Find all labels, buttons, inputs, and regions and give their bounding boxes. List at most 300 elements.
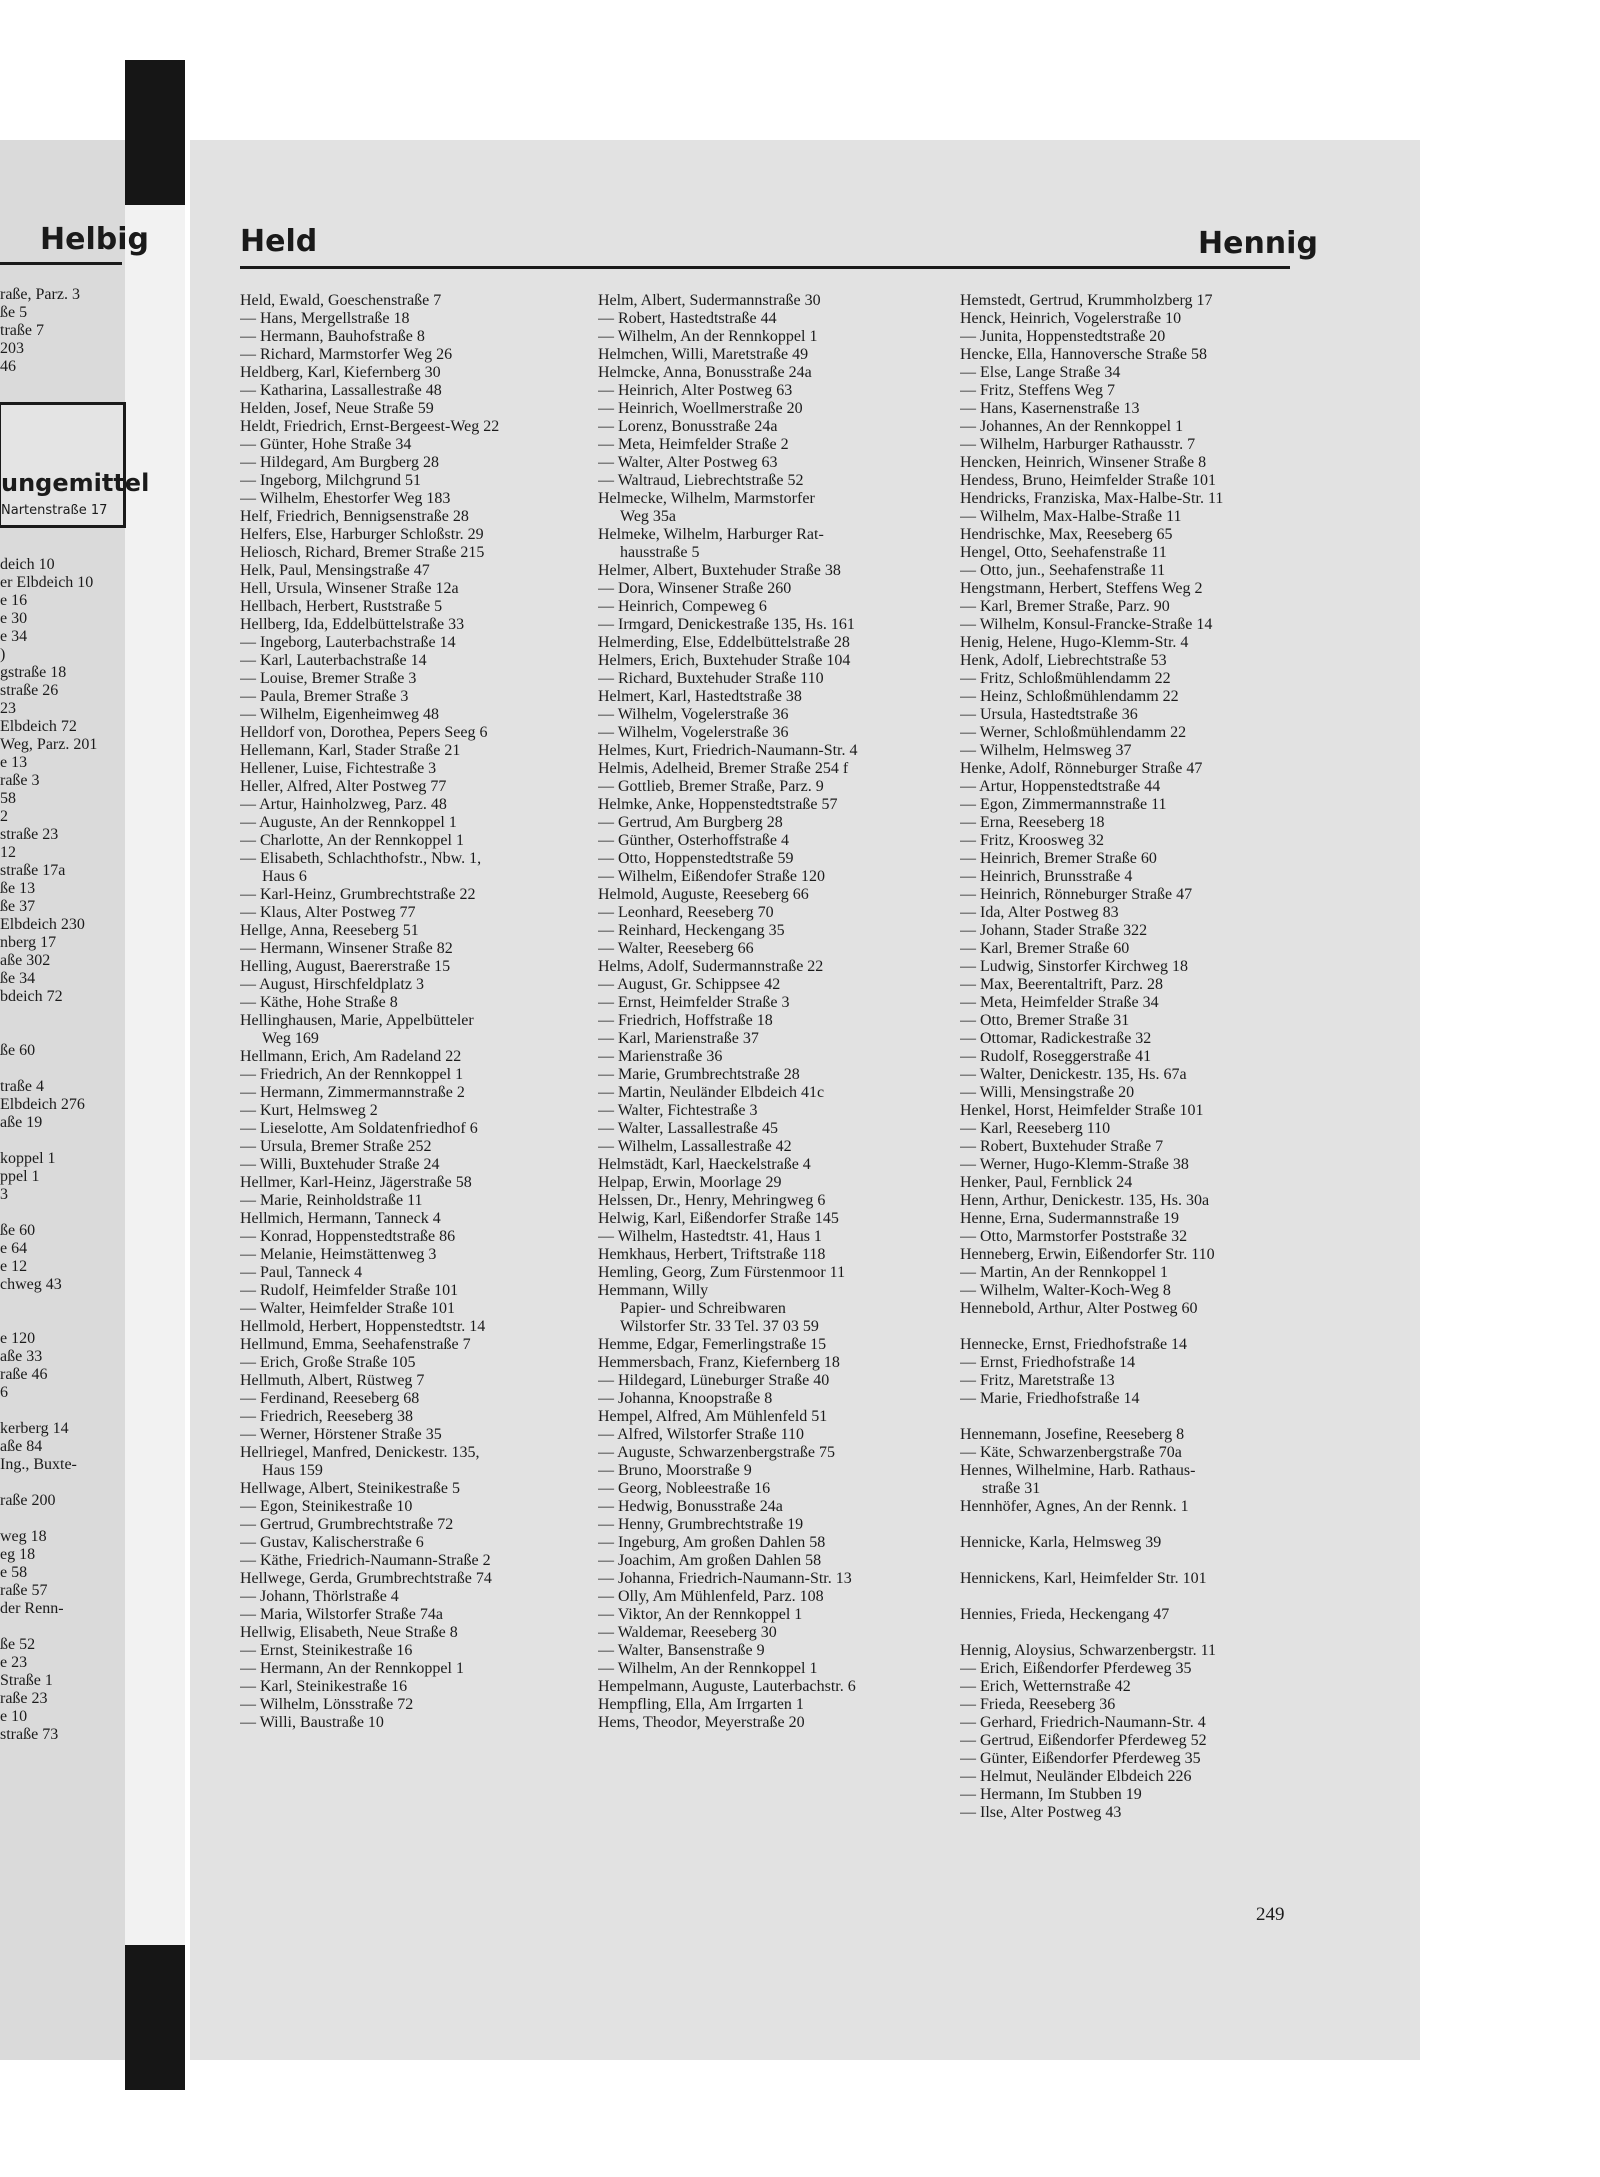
directory-entry: — Else, Lange Straße 34 <box>960 364 1121 381</box>
directory-entry: Hennicke, Karla, Helmsweg 39 <box>960 1534 1162 1551</box>
directory-entry: — Henny, Grumbrechtstraße 19 <box>598 1516 804 1533</box>
left-page-entry-fragment: e 16 <box>0 592 28 609</box>
directory-entry: Hennebold, Arthur, Alter Postweg 60 <box>960 1300 1198 1317</box>
left-page-entry-fragment: er Elbdeich 10 <box>0 574 94 591</box>
left-page-entry-fragment: koppel 1 <box>0 1150 56 1167</box>
directory-entry: — Friedrich, Hoffstraße 18 <box>598 1012 773 1029</box>
directory-entry: — Johann, Stader Straße 322 <box>960 922 1148 939</box>
directory-entry: — Maria, Wilstorfer Straße 74a <box>240 1606 443 1623</box>
directory-entry: — Wilhelm, Helmsweg 37 <box>960 742 1132 759</box>
directory-entry: Helling, August, Baererstraße 15 <box>240 958 451 975</box>
directory-entry: Helmert, Karl, Hastedtstraße 38 <box>598 688 802 705</box>
left-page-entry-fragment: ) <box>0 646 6 663</box>
directory-entry: — Johanna, Friedrich-Naumann-Str. 13 <box>598 1570 852 1587</box>
directory-entry: — Meta, Heimfelder Straße 34 <box>960 994 1159 1011</box>
directory-entry: Hellberg, Ida, Eddelbüttelstraße 33 <box>240 616 465 633</box>
directory-entry: — Ottomar, Radickestraße 32 <box>960 1030 1152 1047</box>
directory-entry: — Gerhard, Friedrich-Naumann-Str. 4 <box>960 1714 1206 1731</box>
directory-entry: Hellmund, Emma, Seehafenstraße 7 <box>240 1336 471 1353</box>
left-page-entry-fragment: aße 84 <box>0 1438 43 1455</box>
left-page-entry-fragment: e 12 <box>0 1258 28 1275</box>
directory-entry: — Max, Beerentaltrift, Parz. 28 <box>960 976 1164 993</box>
directory-entry: — Johanna, Knoopstraße 8 <box>598 1390 773 1407</box>
left-page-entry-fragment: e 120 <box>0 1330 36 1347</box>
directory-entry: — Wilhelm, An der Rennkoppel 1 <box>598 1660 818 1677</box>
left-page-entry-fragment: 6 <box>0 1384 8 1401</box>
directory-entry: — Wilhelm, Eigenheimweg 48 <box>240 706 440 723</box>
left-page-entry-fragment: Elbdeich 72 <box>0 718 77 735</box>
directory-entry: — Günter, Eißendorfer Pferdeweg 35 <box>960 1750 1201 1767</box>
left-page-entry-fragment <box>0 1024 180 1042</box>
directory-entry: — Wilhelm, Eißendofer Straße 120 <box>598 868 826 885</box>
left-page-entry-fragment <box>0 1312 180 1330</box>
left-page-entry-fragment: 12 <box>0 844 16 861</box>
directory-entry: Helldorf von, Dorothea, Pepers Seeg 6 <box>240 724 488 741</box>
directory-entry: — Ursula, Bremer Straße 252 <box>240 1138 432 1155</box>
left-page-entry-fragment <box>0 1618 180 1636</box>
directory-entry <box>960 1588 1300 1606</box>
left-page-entry-fragment: 2 <box>0 808 8 825</box>
left-page-entry-fragment: e 23 <box>0 1654 28 1671</box>
directory-entry: — Heinrich, Woellmerstraße 20 <box>598 400 803 417</box>
directory-entry: — Karl, Steinikestraße 16 <box>240 1678 408 1695</box>
left-page-entry-fragment: e 64 <box>0 1240 28 1257</box>
directory-entry: — Otto, Hoppenstedtstraße 59 <box>598 850 794 867</box>
directory-entry: — Walter, Reeseberg 66 <box>598 940 754 957</box>
directory-entry: Helmecke, Wilhelm, Marmstorfer <box>598 490 815 507</box>
directory-entry: Heldberg, Karl, Kiefernberg 30 <box>240 364 441 381</box>
directory-entry: — Otto, Marmstorfer Poststraße 32 <box>960 1228 1188 1245</box>
directory-entry: Hendess, Bruno, Heimfelder Straße 101 <box>960 472 1216 489</box>
directory-entry: hausstraße 5 <box>620 544 700 561</box>
directory-entry: — Marienstraße 36 <box>598 1048 723 1065</box>
directory-entry: Helmis, Adelheid, Bremer Straße 254 f <box>598 760 849 777</box>
directory-entry: — Karl, Reeseberg 110 <box>960 1120 1111 1137</box>
directory-entry: — Wilhelm, Lassallestraße 42 <box>598 1138 792 1155</box>
directory-entry: — Otto, Bremer Straße 31 <box>960 1012 1130 1029</box>
directory-entry: — Marie, Reinholdstraße 11 <box>240 1192 423 1209</box>
directory-entry: — Walter, Alter Postweg 63 <box>598 454 778 471</box>
directory-entry: Henke, Adolf, Rönneburger Straße 47 <box>960 760 1203 777</box>
left-page-entry-fragment: chweg 43 <box>0 1276 62 1293</box>
directory-entry: — Heinrich, Rönneburger Straße 47 <box>960 886 1193 903</box>
directory-entry: — August, Gr. Schippsee 42 <box>598 976 781 993</box>
directory-entry: Heliosch, Richard, Bremer Straße 215 <box>240 544 485 561</box>
directory-entry: Henk, Adolf, Liebrechtstraße 53 <box>960 652 1167 669</box>
directory-entry: Hemmersbach, Franz, Kiefernberg 18 <box>598 1354 840 1371</box>
directory-entry: Helmold, Auguste, Reeseberg 66 <box>598 886 809 903</box>
directory-entry: — Lorenz, Bonusstraße 24a <box>598 418 778 435</box>
directory-entry: — Karl, Marienstraße 37 <box>598 1030 759 1047</box>
directory-entry: — Walter, Denickestr. 135, Hs. 67a <box>960 1066 1187 1083</box>
directory-entry: — Karl, Bremer Straße 60 <box>960 940 1130 957</box>
directory-entry: — Fritz, Kroosweg 32 <box>960 832 1104 849</box>
directory-entry: — Fritz, Maretstraße 13 <box>960 1372 1115 1389</box>
directory-entry: — Willi, Baustraße 10 <box>240 1714 384 1731</box>
directory-entry: — Bruno, Moorstraße 9 <box>598 1462 752 1479</box>
directory-entry: — Käte, Schwarzenbergstraße 70a <box>960 1444 1182 1461</box>
directory-entry: Hengel, Otto, Seehafenstraße 11 <box>960 544 1167 561</box>
directory-entry: Helssen, Dr., Henry, Mehringweg 6 <box>598 1192 826 1209</box>
directory-entry: — Fritz, Schloßmühlendamm 22 <box>960 670 1171 687</box>
directory-entry: Henkel, Horst, Heimfelder Straße 101 <box>960 1102 1204 1119</box>
left-page-entry-fragment: nberg 17 <box>0 934 57 951</box>
left-page-entry-fragment: Elbdeich 230 <box>0 916 85 933</box>
directory-entry: Helk, Paul, Mensingstraße 47 <box>240 562 430 579</box>
left-page-entry-fragment: raße, Parz. 3 <box>0 286 80 303</box>
directory-entry: — August, Hirschfeldplatz 3 <box>240 976 424 993</box>
directory-entry: — Wilhelm, Vogelerstraße 36 <box>598 706 789 723</box>
left-page-entry-fragment: raße 57 <box>0 1582 48 1599</box>
directory-entry: — Olly, Am Mühlenfeld, Parz. 108 <box>598 1588 824 1605</box>
directory-entry: Weg 35a <box>620 508 677 525</box>
directory-entry: Helms, Adolf, Sudermannstraße 22 <box>598 958 824 975</box>
directory-entry: — Ida, Alter Postweg 83 <box>960 904 1119 921</box>
left-page-entry-fragment: ße 60 <box>0 1222 36 1239</box>
directory-entry: Hellmich, Hermann, Tanneck 4 <box>240 1210 441 1227</box>
left-page-ad-box <box>0 402 150 528</box>
directory-entry: Hempelmann, Auguste, Lauterbachstr. 6 <box>598 1678 856 1695</box>
left-page-entry-fragment <box>0 1204 180 1222</box>
directory-entry: — Martin, An der Rennkoppel 1 <box>960 1264 1168 1281</box>
left-page-entry-fragment: e 34 <box>0 628 28 645</box>
directory-entry: Wilstorfer Str. 33 Tel. 37 03 59 <box>620 1318 819 1335</box>
directory-entry: Helmes, Kurt, Friedrich-Naumann-Str. 4 <box>598 742 858 759</box>
directory-entry: — Heinrich, Bremer Straße 60 <box>960 850 1157 867</box>
directory-entry: — Walter, Heimfelder Straße 101 <box>240 1300 456 1317</box>
directory-entry: Hennecke, Ernst, Friedhofstraße 14 <box>960 1336 1188 1353</box>
left-page-entry-fragment: ße 13 <box>0 880 36 897</box>
directory-entry: Haus 159 <box>262 1462 323 1479</box>
left-page-entry-fragment <box>0 1474 180 1492</box>
directory-entry: — Ernst, Friedhofstraße 14 <box>960 1354 1136 1371</box>
directory-entry: — Meta, Heimfelder Straße 2 <box>598 436 789 453</box>
left-page-header-rule <box>0 262 122 265</box>
directory-entry <box>960 1408 1300 1426</box>
directory-entry: — Wilhelm, Harburger Rathausstr. 7 <box>960 436 1196 453</box>
directory-entry: — Johann, Thörlstraße 4 <box>240 1588 399 1605</box>
directory-entry: — Artur, Hainholzweg, Parz. 48 <box>240 796 447 813</box>
left-page-entry-fragment: 3 <box>0 1186 8 1203</box>
directory-entry: — Auguste, An der Rennkoppel 1 <box>240 814 457 831</box>
left-page-entry-fragment: Elbdeich 276 <box>0 1096 85 1113</box>
directory-entry: — Ingeborg, Milchgrund 51 <box>240 472 422 489</box>
left-page-header: Helbig <box>40 222 149 257</box>
left-page-entry-fragment: raße 200 <box>0 1492 56 1509</box>
left-page-entry-fragment: straße 26 <box>0 682 59 699</box>
directory-entry: — Willi, Mensingstraße 20 <box>960 1084 1135 1101</box>
left-page-entry-fragment: kerberg 14 <box>0 1420 69 1437</box>
left-page-entry-fragment <box>0 1006 180 1024</box>
directory-entry: — Ludwig, Sinstorfer Kirchweg 18 <box>960 958 1188 975</box>
left-page-entries-bottom <box>0 556 180 1744</box>
directory-entry: — Ernst, Heimfelder Straße 3 <box>598 994 790 1011</box>
directory-entry: Hellemann, Karl, Stader Straße 21 <box>240 742 461 759</box>
left-page-entry-fragment: straße 17a <box>0 862 66 879</box>
directory-entry: — Kurt, Helmsweg 2 <box>240 1102 378 1119</box>
directory-entry: — Waldemar, Reeseberg 30 <box>598 1624 777 1641</box>
directory-entry: — Hedwig, Bonusstraße 24a <box>598 1498 783 1515</box>
directory-entry: — Heinz, Schloßmühlendamm 22 <box>960 688 1179 705</box>
left-page-entry-fragment: gstraße 18 <box>0 664 67 681</box>
directory-entry: Helmke, Anke, Hoppenstedtstraße 57 <box>598 796 838 813</box>
left-page-entry-fragment: ße 34 <box>0 970 36 987</box>
left-page-entry-fragment: deich 10 <box>0 556 55 573</box>
directory-entry: — Hildegard, Lüneburger Straße 40 <box>598 1372 830 1389</box>
directory-column-3 <box>960 292 1300 1822</box>
left-page-entry-fragment: ße 37 <box>0 898 36 915</box>
page-header-rule <box>240 266 1290 269</box>
directory-entry: — Georg, Nobleestraße 16 <box>598 1480 771 1497</box>
directory-entry: — Konrad, Hoppenstedtstraße 86 <box>240 1228 456 1245</box>
directory-entry: — Werner, Schloßmühlendamm 22 <box>960 724 1187 741</box>
directory-entry: — Paula, Bremer Straße 3 <box>240 688 409 705</box>
directory-entry: — Ingeborg, Lauterbachstraße 14 <box>240 634 456 651</box>
directory-entry: Hemstedt, Gertrud, Krummholzberg 17 <box>960 292 1213 309</box>
left-page-entry-fragment: weg 18 <box>0 1528 47 1545</box>
directory-entry: — Klaus, Alter Postweg 77 <box>240 904 416 921</box>
directory-entry: Weg 169 <box>262 1030 319 1047</box>
left-page-entry-fragment <box>0 1060 180 1078</box>
directory-entry: — Helmut, Neuländer Elbdeich 226 <box>960 1768 1192 1785</box>
left-page-entry-fragment: e 10 <box>0 1708 28 1725</box>
left-page-entry-fragment: raße 23 <box>0 1690 48 1707</box>
directory-entry: — Frieda, Reeseberg 36 <box>960 1696 1116 1713</box>
directory-entry: — Richard, Buxtehuder Straße 110 <box>598 670 824 687</box>
left-page-entry-fragment: e 58 <box>0 1564 28 1581</box>
directory-entry: — Günter, Hohe Straße 34 <box>240 436 412 453</box>
directory-entry: Hemme, Edgar, Femerlingstraße 15 <box>598 1336 827 1353</box>
directory-entry: Helf, Friedrich, Bennigsenstraße 28 <box>240 508 469 525</box>
directory-entry: — Werner, Hörstener Straße 35 <box>240 1426 442 1443</box>
directory-entry: — Artur, Hoppenstedtstraße 44 <box>960 778 1161 795</box>
directory-entry: — Ursula, Hastedtstraße 36 <box>960 706 1138 723</box>
directory-entry: — Rudolf, Roseggerstraße 41 <box>960 1048 1152 1065</box>
directory-entry: — Leonhard, Reeseberg 70 <box>598 904 774 921</box>
directory-entry: Henneberg, Erwin, Eißendorfer Str. 110 <box>960 1246 1215 1263</box>
directory-entry: — Gertrud, Grumbrechtstraße 72 <box>240 1516 454 1533</box>
directory-entry: — Marie, Grumbrechtstraße 28 <box>598 1066 800 1083</box>
directory-entry: — Louise, Bremer Straße 3 <box>240 670 417 687</box>
directory-entry: — Johannes, An der Rennkoppel 1 <box>960 418 1184 435</box>
directory-entry: — Wilhelm, Lönsstraße 72 <box>240 1696 414 1713</box>
left-page-entry-fragment <box>0 1294 180 1312</box>
directory-entry: — Walter, Lassallestraße 45 <box>598 1120 778 1137</box>
left-page-entry-fragment: e 13 <box>0 754 28 771</box>
left-page-entry-fragment: straße 23 <box>0 826 59 843</box>
directory-entry: Hellwege, Gerda, Grumbrechtstraße 74 <box>240 1570 492 1587</box>
directory-entry: Henne, Erna, Sudermannstraße 19 <box>960 1210 1180 1227</box>
directory-entry: — Martin, Neuländer Elbdeich 41c <box>598 1084 825 1101</box>
directory-entry: — Erich, Eißendorfer Pferdeweg 35 <box>960 1660 1192 1677</box>
directory-entry: — Richard, Marmstorfer Weg 26 <box>240 346 453 363</box>
left-page-entry-fragment: traße 7 <box>0 322 44 339</box>
directory-entry: — Willi, Buxtehuder Straße 24 <box>240 1156 440 1173</box>
directory-entry: — Dora, Winsener Straße 260 <box>598 580 792 597</box>
directory-entry: Hennhöfer, Agnes, An der Rennk. 1 <box>960 1498 1189 1515</box>
left-page-entry-fragment: ppel 1 <box>0 1168 40 1185</box>
directory-entry: Henck, Heinrich, Vogelerstraße 10 <box>960 310 1182 327</box>
directory-entry: Hempfling, Ella, Am Irrgarten 1 <box>598 1696 804 1713</box>
left-page-entry-fragment: aße 33 <box>0 1348 43 1365</box>
page-number: 249 <box>1256 1904 1285 1925</box>
directory-entry: Helden, Josef, Neue Straße 59 <box>240 400 434 417</box>
directory-entry: — Fritz, Steffens Weg 7 <box>960 382 1115 399</box>
directory-entry: — Charlotte, An der Rennkoppel 1 <box>240 832 464 849</box>
directory-entry: — Ferdinand, Reeseberg 68 <box>240 1390 420 1407</box>
directory-entry: Hellwig, Elisabeth, Neue Straße 8 <box>240 1624 458 1641</box>
directory-entry: Hellbach, Herbert, Ruststraße 5 <box>240 598 443 615</box>
left-page-entry-fragment: 58 <box>0 790 16 807</box>
directory-entry: Hellmann, Erich, Am Radeland 22 <box>240 1048 462 1065</box>
directory-entry: — Elisabeth, Schlachthofstr., Nbw. 1, <box>240 850 482 867</box>
directory-entry: Hellmuth, Albert, Rüstweg 7 <box>240 1372 425 1389</box>
directory-entry: — Ilse, Alter Postweg 43 <box>960 1804 1122 1821</box>
directory-entry: Hennickens, Karl, Heimfelder Str. 101 <box>960 1570 1207 1587</box>
directory-entry: Papier- und Schreibwaren <box>620 1300 786 1317</box>
directory-entry: — Wilhelm, Ehestorfer Weg 183 <box>240 490 451 507</box>
left-page-entry-fragment: aße 19 <box>0 1114 43 1131</box>
directory-column-2 <box>598 292 943 1732</box>
directory-entry: — Gottlieb, Bremer Straße, Parz. 9 <box>598 778 824 795</box>
left-page-entry-fragment: ße 5 <box>0 304 28 321</box>
directory-entry: Helmer, Albert, Buxtehuder Straße 38 <box>598 562 841 579</box>
directory-entry: — Günther, Osterhoffstraße 4 <box>598 832 790 849</box>
directory-entry: Hellinghausen, Marie, Appelbütteler <box>240 1012 474 1029</box>
directory-entry: Hendrischke, Max, Reeseberg 65 <box>960 526 1173 543</box>
left-page-entry-fragment: straße 73 <box>0 1726 59 1743</box>
left-page-entry-fragment: der Renn- <box>0 1600 64 1617</box>
directory-entry: — Friedrich, An der Rennkoppel 1 <box>240 1066 464 1083</box>
left-page-entry-fragment: raße 3 <box>0 772 40 789</box>
directory-entry: Hems, Theodor, Meyerstraße 20 <box>598 1714 805 1731</box>
directory-entry: — Karl, Bremer Straße, Parz. 90 <box>960 598 1170 615</box>
directory-entry: — Junita, Hoppenstedtstraße 20 <box>960 328 1166 345</box>
directory-entry: Helmerding, Else, Eddelbüttelstraße 28 <box>598 634 850 651</box>
directory-entry: — Lieselotte, Am Soldatenfriedhof 6 <box>240 1120 478 1137</box>
left-page-entry-fragment: aße 302 <box>0 952 51 969</box>
directory-entry: Henker, Paul, Fernblick 24 <box>960 1174 1133 1191</box>
directory-entry: — Paul, Tanneck 4 <box>240 1264 363 1281</box>
directory-entry: Helfers, Else, Harburger Schloßstr. 29 <box>240 526 484 543</box>
directory-entry: Helpap, Erwin, Moorlage 29 <box>598 1174 782 1191</box>
left-page-entry-fragment <box>0 1510 180 1528</box>
directory-entry: — Käthe, Hohe Straße 8 <box>240 994 398 1011</box>
directory-entry: — Melanie, Heimstättenweg 3 <box>240 1246 437 1263</box>
directory-entry: Hellge, Anna, Reeseberg 51 <box>240 922 419 939</box>
directory-entry: — Wilhelm, Max-Halbe-Straße 11 <box>960 508 1182 525</box>
directory-entry: — Waltraud, Liebrechtstraße 52 <box>598 472 804 489</box>
directory-entry: — Werner, Hugo-Klemm-Straße 38 <box>960 1156 1189 1173</box>
directory-entry: Helmeke, Wilhelm, Harburger Rat- <box>598 526 824 543</box>
directory-entry <box>960 1552 1300 1570</box>
left-page-ad-title: ungemittel <box>1 469 150 497</box>
directory-entry: — Walter, Bansenstraße 9 <box>598 1642 765 1659</box>
left-page-entry-fragment: ße 60 <box>0 1042 36 1059</box>
left-page-entries-top <box>0 286 180 376</box>
left-page-entry-fragment: Ing., Buxte- <box>0 1456 77 1473</box>
directory-entry: — Alfred, Wilstorfer Straße 110 <box>598 1426 804 1443</box>
directory-entry: Hellriegel, Manfred, Denickestr. 135, <box>240 1444 480 1461</box>
directory-column-1 <box>240 292 580 1732</box>
directory-entry: — Wilhelm, An der Rennkoppel 1 <box>598 328 818 345</box>
directory-entry: — Katharina, Lassallestraße 48 <box>240 382 442 399</box>
directory-entry: — Heinrich, Brunsstraße 4 <box>960 868 1133 885</box>
directory-entry: Hengstmann, Herbert, Steffens Weg 2 <box>960 580 1203 597</box>
directory-entry: Hencke, Ella, Hannoversche Straße 58 <box>960 346 1208 363</box>
directory-entry: — Robert, Buxtehuder Straße 7 <box>960 1138 1164 1155</box>
directory-entry: — Ernst, Steinikestraße 16 <box>240 1642 413 1659</box>
page-header-left: Held <box>240 224 318 259</box>
directory-entry: — Wilhelm, Konsul-Francke-Straße 14 <box>960 616 1213 633</box>
directory-entry: Helmstädt, Karl, Haeckelstraße 4 <box>598 1156 811 1173</box>
left-page-entry-fragment: eg 18 <box>0 1546 36 1563</box>
directory-entry: — Hermann, Im Stubben 19 <box>960 1786 1142 1803</box>
directory-entry: — Egon, Steinikestraße 10 <box>240 1498 413 1515</box>
directory-entry: Hencken, Heinrich, Winsener Straße 8 <box>960 454 1207 471</box>
directory-entry: — Robert, Hastedtstraße 44 <box>598 310 777 327</box>
directory-entry: Hellmer, Karl-Heinz, Jägerstraße 58 <box>240 1174 472 1191</box>
directory-entry: Hellwage, Albert, Steinikestraße 5 <box>240 1480 460 1497</box>
directory-entry: Held, Ewald, Goeschenstraße 7 <box>240 292 442 309</box>
directory-entry: Hell, Ursula, Winsener Straße 12a <box>240 580 459 597</box>
directory-entry: — Hermann, An der Rennkoppel 1 <box>240 1660 464 1677</box>
directory-entry: Helmcke, Anna, Bonusstraße 24a <box>598 364 812 381</box>
directory-entry: — Hermann, Zimmermannstraße 2 <box>240 1084 465 1101</box>
directory-entry: Hemmann, Willy <box>598 1282 709 1299</box>
directory-entry: Hendricks, Franziska, Max-Halbe-Str. 11 <box>960 490 1224 507</box>
directory-entry: Helmers, Erich, Buxtehuder Straße 104 <box>598 652 851 669</box>
left-page-entry-fragment: Straße 1 <box>0 1672 53 1689</box>
directory-entry: — Viktor, An der Rennkoppel 1 <box>598 1606 803 1623</box>
page-header-right: Hennig <box>1198 226 1318 261</box>
left-page-entry-fragment: raße 46 <box>0 1366 48 1383</box>
directory-entry: — Erich, Wetternstraße 42 <box>960 1678 1131 1695</box>
directory-entry: — Hans, Kasernenstraße 13 <box>960 400 1140 417</box>
left-page-entry-fragment: bdeich 72 <box>0 988 63 1005</box>
directory-entry: — Hans, Mergellstraße 18 <box>240 310 410 327</box>
left-page-entry-fragment: 203 <box>0 340 24 357</box>
directory-entry: — Irmgard, Denickestraße 135, Hs. 161 <box>598 616 855 633</box>
directory-entry: Hemling, Georg, Zum Fürstenmoor 11 <box>598 1264 846 1281</box>
directory-entry: — Egon, Zimmermannstraße 11 <box>960 796 1167 813</box>
directory-entry: — Hermann, Bauhofstraße 8 <box>240 328 425 345</box>
directory-entry: Helmchen, Willi, Maretstraße 49 <box>598 346 809 363</box>
directory-entry: — Heinrich, Compeweg 6 <box>598 598 767 615</box>
directory-entry: Hemkhaus, Herbert, Triftstraße 118 <box>598 1246 826 1263</box>
directory-entry: Henn, Arthur, Denickestr. 135, Hs. 30a <box>960 1192 1210 1209</box>
left-page-entry-fragment: Weg, Parz. 201 <box>0 736 98 753</box>
directory-entry: Hennes, Wilhelmine, Harb. Rathaus- <box>960 1462 1196 1479</box>
directory-entry: — Otto, jun., Seehafenstraße 11 <box>960 562 1166 579</box>
directory-entry: — Friedrich, Reeseberg 38 <box>240 1408 413 1425</box>
directory-entry: — Heinrich, Alter Postweg 63 <box>598 382 793 399</box>
directory-entry: — Auguste, Schwarzenbergstraße 75 <box>598 1444 835 1461</box>
directory-entry: Heller, Alfred, Alter Postweg 77 <box>240 778 447 795</box>
directory-entry: Hellener, Luise, Fichtestraße 3 <box>240 760 437 777</box>
left-page-entry-fragment: 46 <box>0 358 16 375</box>
directory-entry: — Ingeburg, Am großen Dahlen 58 <box>598 1534 826 1551</box>
directory-entry: — Wilhelm, Vogelerstraße 36 <box>598 724 789 741</box>
directory-entry: — Hermann, Winsener Straße 82 <box>240 940 453 957</box>
left-page-entry-fragment <box>0 1132 180 1150</box>
directory-entry: Hennig, Aloysius, Schwarzenbergstr. 11 <box>960 1642 1216 1659</box>
directory-entry: — Joachim, Am großen Dahlen 58 <box>598 1552 822 1569</box>
directory-entry: Heldt, Friedrich, Ernst-Bergeest-Weg 22 <box>240 418 500 435</box>
left-page-ad-subtitle: Nartenstraße 17 <box>1 503 108 518</box>
directory-entry: — Wilhelm, Hastedtstr. 41, Haus 1 <box>598 1228 822 1245</box>
left-page-entry-fragment <box>0 1402 180 1420</box>
